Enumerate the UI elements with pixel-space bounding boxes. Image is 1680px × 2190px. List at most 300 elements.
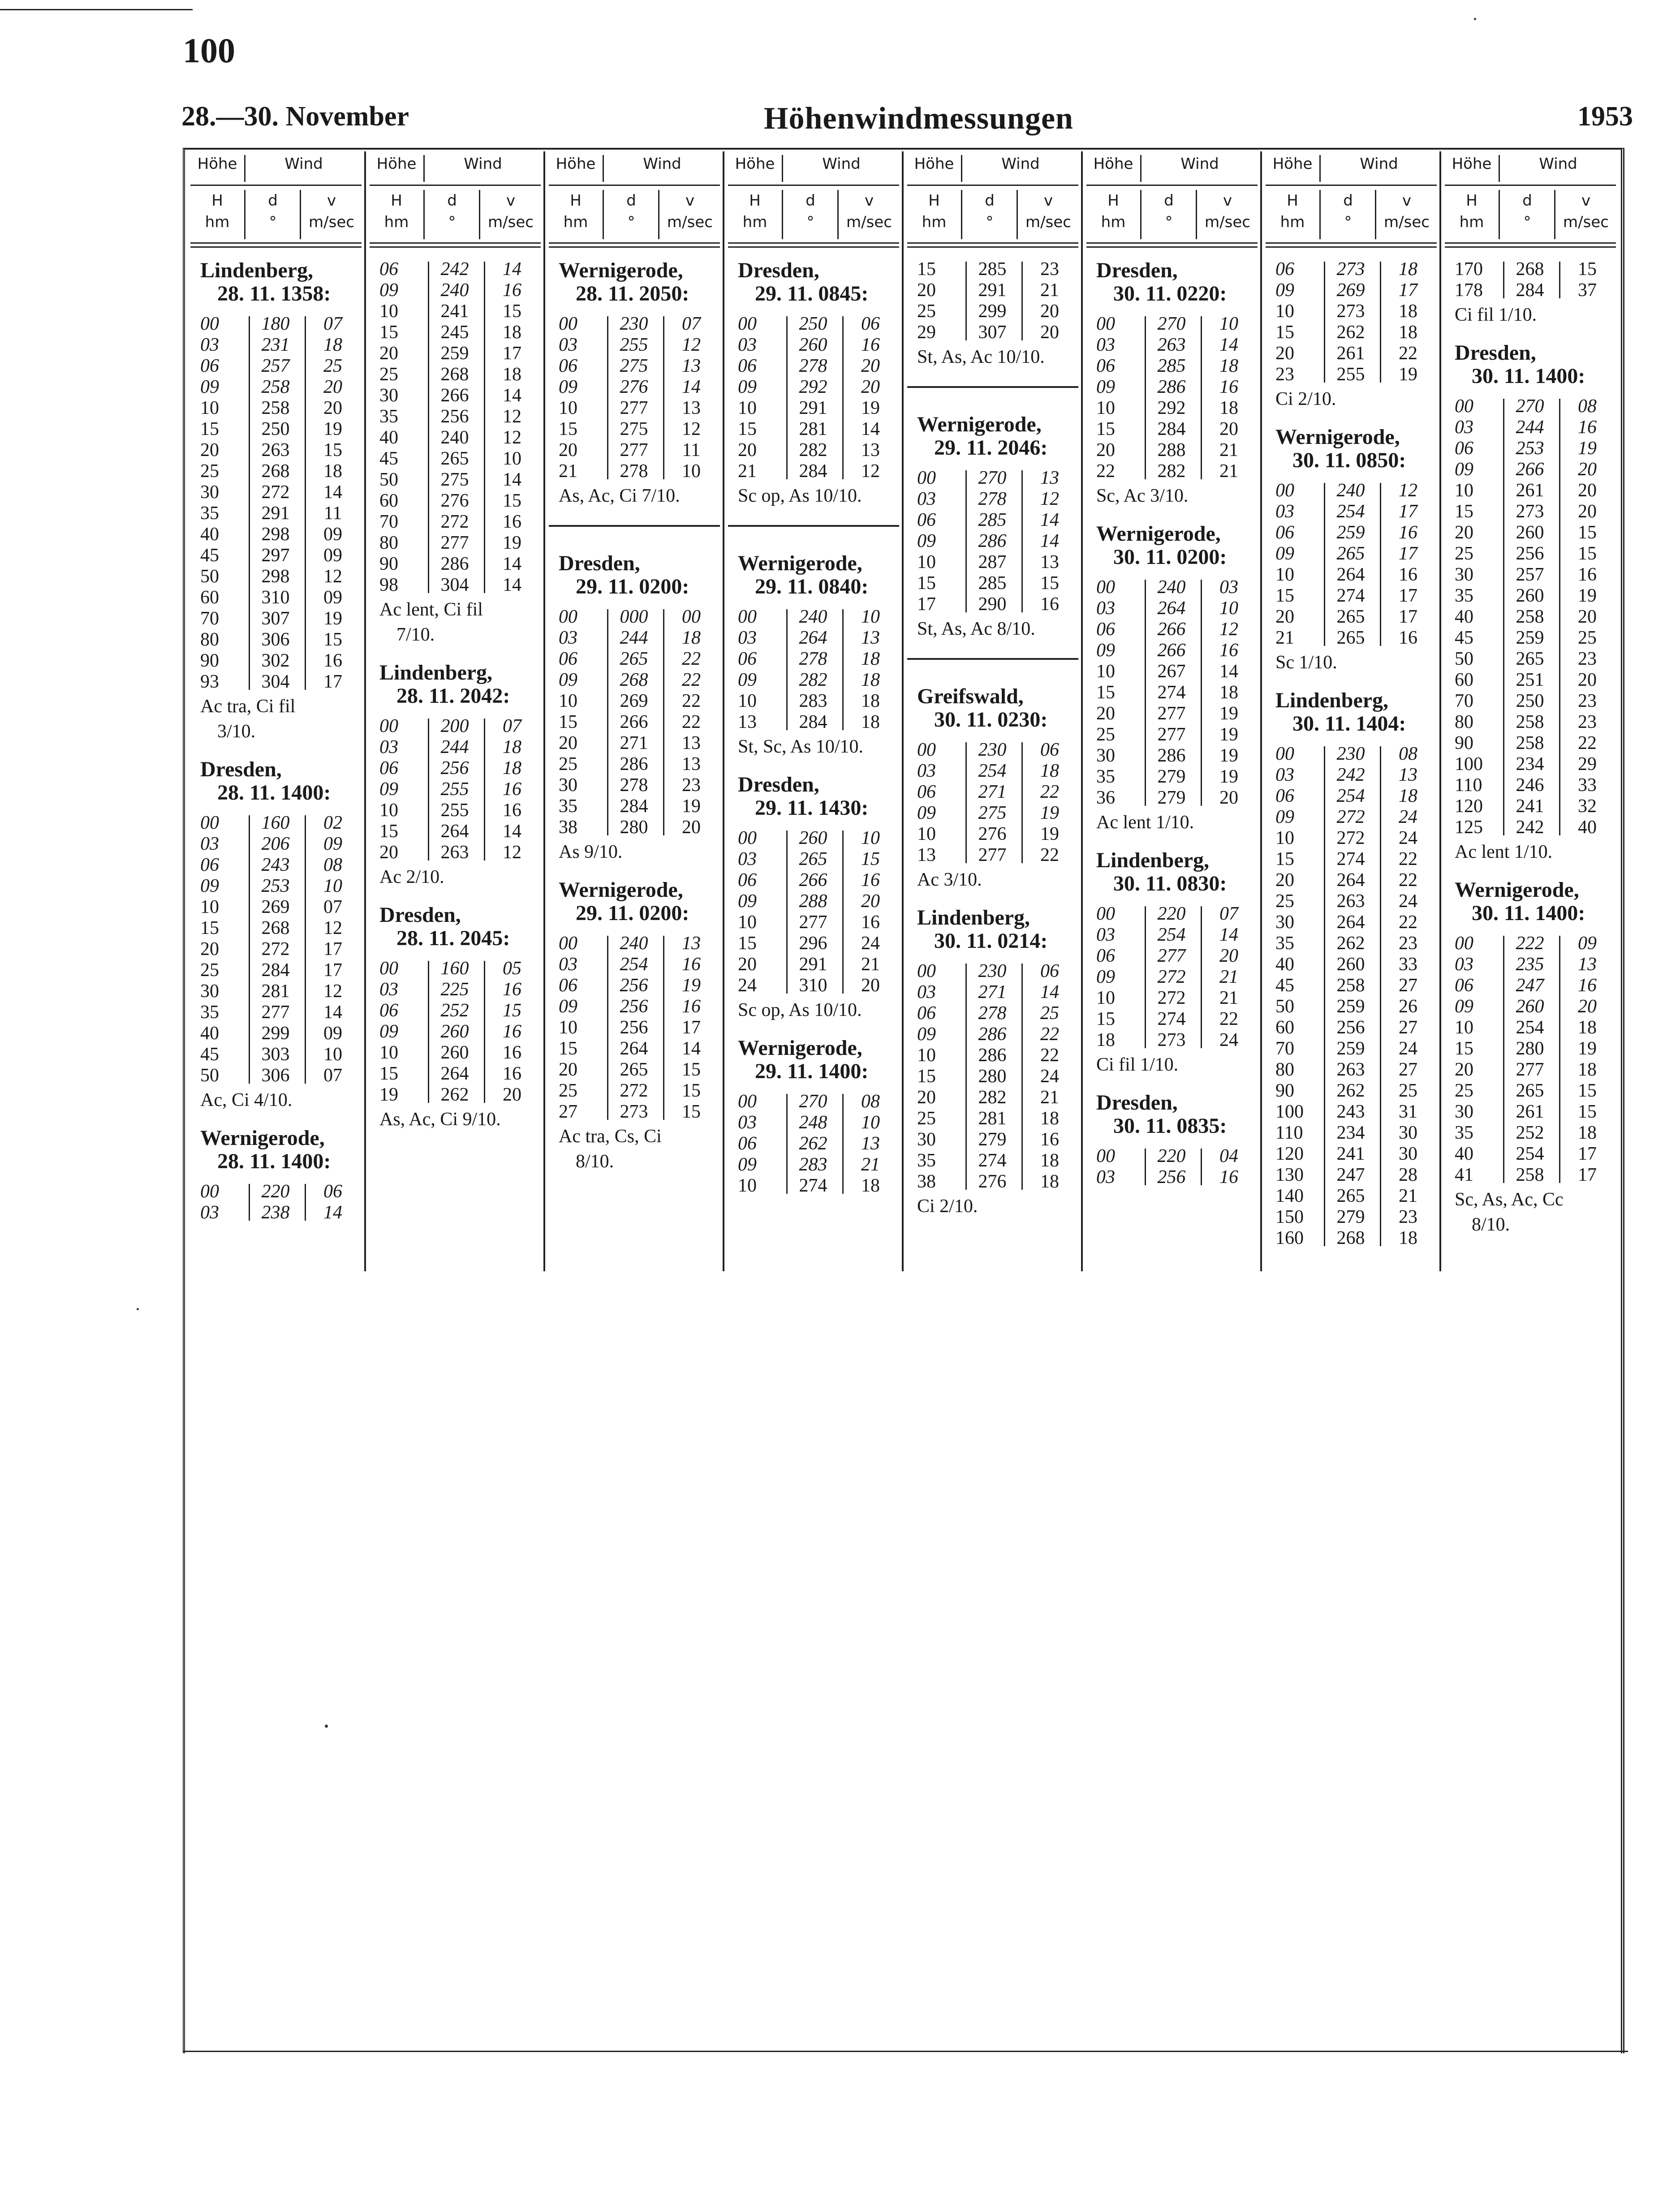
- direction-value: 268: [261, 918, 290, 938]
- height-value: 06: [917, 782, 936, 802]
- table-row: [1445, 1123, 1616, 1144]
- height-value: 80: [1455, 712, 1473, 732]
- speed-value: 14: [323, 1202, 342, 1223]
- direction-value: 285: [978, 510, 1007, 530]
- speed-value: 10: [1219, 314, 1238, 334]
- speed-value: 22: [1219, 1009, 1238, 1029]
- header-wind: Wind: [284, 155, 323, 173]
- height-value: 35: [917, 1150, 936, 1171]
- table-row: [190, 650, 362, 671]
- direction-value: 272: [620, 1080, 648, 1101]
- speed-value: 18: [1578, 1059, 1597, 1080]
- table-row: [1086, 1167, 1258, 1188]
- speed-value: 14: [323, 1002, 342, 1023]
- table-row: [728, 670, 899, 691]
- station-name: Dresden,: [1455, 341, 1536, 365]
- speed-value: 20: [1578, 501, 1597, 522]
- height-value: 100: [1275, 1101, 1304, 1122]
- speed-value: 15: [1578, 1080, 1597, 1101]
- direction-value: 258: [261, 377, 290, 397]
- direction-value: 270: [1157, 314, 1186, 334]
- table-row: [728, 691, 899, 712]
- table-row: [728, 1091, 899, 1112]
- direction-value: 277: [261, 1002, 290, 1023]
- table-row: [549, 1080, 720, 1101]
- direction-value: 258: [1516, 712, 1544, 732]
- table-row: [907, 782, 1078, 803]
- height-value: 120: [1275, 1144, 1304, 1164]
- speed-value: 27: [1399, 975, 1417, 996]
- table-row: [1266, 870, 1437, 891]
- speed-value: 10: [861, 828, 880, 848]
- height-value: 15: [379, 821, 398, 842]
- speed-value: 10: [861, 607, 880, 627]
- column-3: [549, 151, 720, 1271]
- height-value: 15: [1096, 419, 1115, 439]
- header-h-hm: [1445, 190, 1500, 239]
- direction-value: 254: [1336, 501, 1365, 522]
- direction-value: 273: [1336, 301, 1365, 322]
- height-value: 03: [1096, 335, 1115, 355]
- direction-value: 279: [1336, 1207, 1365, 1227]
- table-row: [1445, 259, 1616, 280]
- header-wind: Wind: [1001, 155, 1040, 173]
- height-value: 30: [559, 775, 577, 796]
- sounding-block: [1266, 426, 1437, 674]
- height-value: 20: [559, 440, 577, 460]
- table-row: [190, 876, 362, 897]
- speed-value: 17: [1399, 280, 1417, 301]
- height-value: 30: [200, 482, 219, 503]
- height-value: 50: [379, 469, 398, 490]
- direction-value: 276: [440, 490, 469, 511]
- direction-value: 260: [1516, 996, 1544, 1017]
- table-row: [728, 954, 899, 975]
- sounding-block: [728, 259, 899, 527]
- direction-value: 241: [440, 301, 469, 322]
- direction-value: 278: [799, 356, 827, 376]
- height-value: 35: [1455, 1123, 1473, 1143]
- speed-value: 02: [323, 813, 342, 833]
- sounding-time: 30. 11. 1400:: [1472, 364, 1585, 388]
- direction-value: 278: [978, 1003, 1007, 1024]
- speed-value: 22: [1040, 1024, 1059, 1045]
- direction-value: 278: [978, 489, 1007, 509]
- header-h: H: [928, 192, 940, 210]
- speed-value: 23: [1399, 1207, 1417, 1227]
- direction-value: 265: [799, 849, 827, 869]
- column-6: [1086, 151, 1258, 1271]
- header-v: v: [864, 192, 874, 210]
- speed-value: 24: [1219, 1030, 1238, 1050]
- table-row: [549, 691, 720, 712]
- table-row: [549, 975, 720, 996]
- height-value: 29: [917, 322, 936, 343]
- height-value: 30: [917, 1129, 936, 1150]
- table-row: [1445, 670, 1616, 691]
- direction-value: 265: [620, 649, 648, 669]
- speed-value: 10: [323, 1044, 342, 1065]
- header-deg: °: [986, 213, 994, 231]
- header-hm: hm: [384, 213, 409, 231]
- header-wind: Wind: [1180, 155, 1219, 173]
- table-row: [907, 468, 1078, 489]
- table-row: [1266, 954, 1437, 975]
- direction-value: 276: [978, 1171, 1007, 1192]
- table-row: [1445, 1059, 1616, 1080]
- speed-value: 22: [1399, 849, 1417, 869]
- speed-value: 14: [503, 575, 521, 595]
- header-v-msec: [1018, 190, 1078, 239]
- header-d-deg: [425, 190, 480, 239]
- speed-value: 12: [682, 335, 701, 355]
- table-row: [1266, 585, 1437, 607]
- height-value: 10: [1275, 564, 1294, 585]
- speed-value: 09: [323, 545, 342, 566]
- direction-value: 284: [799, 712, 827, 732]
- direction-value: 272: [261, 939, 290, 959]
- table-row: [1266, 828, 1437, 849]
- table-row: [549, 1059, 720, 1080]
- height-value: 15: [1275, 849, 1294, 869]
- header-h: H: [1466, 192, 1478, 210]
- cloud-note: Ac tra, Cs, Ci: [559, 1126, 662, 1147]
- sounding-block: [907, 906, 1078, 1218]
- height-value: 10: [559, 691, 577, 711]
- speed-value: 24: [1399, 891, 1417, 912]
- speed-value: 18: [1399, 301, 1417, 322]
- direction-value: 277: [1516, 1059, 1544, 1080]
- speed-value: 13: [682, 398, 701, 418]
- table-row: [190, 671, 362, 693]
- height-value: 10: [200, 398, 219, 418]
- direction-value: 259: [1336, 522, 1365, 543]
- wind-rows: [370, 259, 541, 596]
- table-row: [1445, 1080, 1616, 1101]
- header-hoehe: Höhe: [370, 155, 425, 182]
- direction-value: 263: [1336, 891, 1365, 912]
- height-value: 03: [1096, 925, 1115, 945]
- table-row: [370, 800, 541, 821]
- table-row: [728, 335, 899, 356]
- direction-value: 282: [799, 670, 827, 690]
- direction-value: 258: [1516, 607, 1544, 627]
- table-row: [1086, 377, 1258, 398]
- wind-rows: [1086, 904, 1258, 1051]
- cloud-note: Sc, As, Ac, Cc: [1455, 1189, 1564, 1210]
- direction-value: 284: [1516, 280, 1544, 301]
- direction-value: 246: [1516, 775, 1544, 796]
- speed-value: 14: [503, 385, 521, 406]
- direction-value: 266: [799, 870, 827, 891]
- table-row: [549, 670, 720, 691]
- direction-value: 272: [1157, 967, 1186, 987]
- wind-rows: [1445, 259, 1616, 301]
- speed-value: 12: [1040, 489, 1059, 509]
- header-rule: [1266, 185, 1437, 186]
- cloud-note: Sc op, As 10/10.: [738, 486, 862, 506]
- height-value: 25: [379, 364, 398, 385]
- speed-value: 20: [1219, 419, 1238, 439]
- direction-value: 263: [261, 440, 290, 460]
- speed-value: 20: [1578, 996, 1597, 1017]
- header-hm: hm: [1280, 213, 1305, 231]
- column-separator: [1081, 151, 1083, 1271]
- direction-value: 240: [799, 607, 827, 627]
- direction-value: 255: [1336, 364, 1365, 385]
- header-v-msec: [302, 190, 362, 239]
- cloud-note: Ac, Ci 4/10.: [200, 1090, 293, 1110]
- direction-value: 269: [1336, 280, 1365, 301]
- direction-value: 240: [440, 280, 469, 301]
- direction-value: 200: [440, 716, 469, 736]
- table-row: [1266, 1038, 1437, 1059]
- direction-value: 263: [440, 842, 469, 863]
- table-row: [1266, 1228, 1437, 1249]
- cloud-note: As 9/10.: [559, 842, 623, 862]
- header-double-rule: [190, 242, 362, 248]
- table-row: [728, 356, 899, 377]
- table-row: [1445, 459, 1616, 480]
- sounding-block: [1445, 878, 1616, 1236]
- table-row: [190, 377, 362, 398]
- station-name: Wernigerode,: [1455, 878, 1579, 902]
- header-deg: °: [627, 213, 635, 231]
- table-row: [370, 1000, 541, 1021]
- speed-value: 06: [1040, 961, 1059, 981]
- height-value: 21: [1275, 628, 1294, 648]
- speed-value: 09: [323, 524, 342, 545]
- direction-value: 288: [799, 891, 827, 912]
- table-row: [907, 1171, 1078, 1192]
- height-value: 25: [917, 1108, 936, 1129]
- speed-value: 20: [1578, 459, 1597, 480]
- page-number: 100: [183, 31, 235, 70]
- speed-value: 22: [1040, 1045, 1059, 1066]
- height-value: 90: [200, 650, 219, 671]
- table-row: [1266, 522, 1437, 543]
- speed-value: 13: [682, 356, 701, 376]
- speed-value: 15: [1578, 543, 1597, 564]
- table-row: [1445, 1017, 1616, 1038]
- header-h-hm: [370, 190, 425, 239]
- column-header: [728, 151, 899, 241]
- speed-value: 40: [1578, 817, 1597, 838]
- speed-value: 25: [1399, 1080, 1417, 1101]
- table-row: [1266, 1059, 1437, 1080]
- speed-value: 08: [1578, 396, 1597, 417]
- direction-value: 286: [978, 1045, 1007, 1066]
- table-row: [549, 356, 720, 377]
- header-h-hm: [1266, 190, 1321, 239]
- cloud-note: Ac lent 1/10.: [1455, 842, 1553, 862]
- table-row: [728, 1112, 899, 1133]
- direction-value: 266: [1516, 459, 1544, 480]
- height-value: 80: [200, 629, 219, 650]
- table-row: [190, 939, 362, 960]
- direction-value: 291: [978, 280, 1007, 301]
- table-row: [370, 322, 541, 343]
- height-value: 38: [559, 817, 577, 838]
- direction-value: 283: [799, 691, 827, 711]
- table-row: [1445, 975, 1616, 996]
- station-name: Wernigerode,: [738, 551, 862, 575]
- height-value: 06: [917, 1003, 936, 1024]
- header-h: H: [1287, 192, 1298, 210]
- direction-value: 261: [1516, 480, 1544, 501]
- table-row: [549, 649, 720, 670]
- direction-value: 247: [1336, 1165, 1365, 1185]
- sounding-block: [370, 259, 541, 646]
- direction-value: 262: [440, 1084, 469, 1105]
- speed-value: 23: [1578, 649, 1597, 669]
- speed-value: 26: [1399, 996, 1417, 1017]
- table-row: [370, 716, 541, 737]
- speed-value: 20: [861, 975, 880, 996]
- column-1: [190, 151, 362, 1271]
- header-h: H: [211, 192, 223, 210]
- direction-value: 242: [440, 259, 469, 280]
- height-value: 09: [917, 1024, 936, 1045]
- height-value: 120: [1455, 796, 1483, 817]
- speed-value: 16: [861, 912, 880, 933]
- header-wind: Wind: [643, 155, 681, 173]
- header-msec: m/sec: [1205, 213, 1250, 231]
- table-row: [1266, 891, 1437, 912]
- height-value: 20: [738, 954, 757, 975]
- height-value: 35: [200, 1002, 219, 1023]
- speed-value: 15: [323, 440, 342, 460]
- direction-value: 274: [1336, 585, 1365, 606]
- column-header: [1445, 151, 1616, 241]
- cloud-note: Sc, Ac 3/10.: [1096, 486, 1189, 506]
- direction-value: 278: [620, 775, 648, 796]
- station-name: Dresden,: [738, 773, 819, 796]
- direction-value: 206: [261, 834, 290, 854]
- sounding-block: [190, 1127, 362, 1223]
- header-double-rule: [1266, 242, 1437, 248]
- speed-value: 12: [323, 918, 342, 938]
- speed-value: 29: [1578, 754, 1597, 774]
- height-value: 06: [559, 649, 577, 669]
- direction-value: 297: [261, 545, 290, 566]
- speed-value: 25: [323, 356, 342, 376]
- height-value: 21: [559, 461, 577, 482]
- height-value: 03: [559, 335, 577, 355]
- direction-value: 275: [620, 419, 648, 439]
- table-row: [549, 335, 720, 356]
- speed-value: 12: [682, 419, 701, 439]
- speed-value: 21: [861, 1154, 880, 1175]
- direction-value: 180: [261, 314, 290, 334]
- height-value: 98: [379, 575, 398, 595]
- column-body: [728, 259, 899, 1212]
- header-deg: °: [806, 213, 814, 231]
- speed-value: 21: [1219, 461, 1238, 482]
- speed-value: 19: [323, 608, 342, 629]
- table-row: [190, 587, 362, 608]
- height-value: 00: [917, 468, 936, 488]
- height-value: 00: [200, 1181, 219, 1202]
- speed-value: 22: [682, 712, 701, 732]
- table-row: [190, 356, 362, 377]
- height-value: 15: [1275, 585, 1294, 606]
- cloud-note-cont: 8/10.: [1472, 1214, 1510, 1235]
- height-value: 10: [917, 1045, 936, 1066]
- height-value: 10: [738, 398, 757, 418]
- direction-value: 257: [261, 356, 290, 376]
- speed-value: 18: [861, 691, 880, 711]
- table-row: [190, 524, 362, 545]
- speed-value: 37: [1578, 280, 1597, 301]
- direction-value: 230: [1336, 744, 1365, 764]
- direction-value: 280: [1516, 1038, 1544, 1059]
- speed-value: 18: [682, 628, 701, 648]
- header-v: v: [685, 192, 695, 210]
- table-row: [190, 1065, 362, 1086]
- table-row: [549, 754, 720, 775]
- speed-value: 14: [503, 259, 521, 280]
- direction-value: 272: [261, 482, 290, 503]
- direction-value: 220: [1157, 904, 1186, 924]
- table-row: [370, 779, 541, 800]
- height-value: 15: [200, 419, 219, 439]
- speed-value: 22: [1040, 845, 1059, 865]
- table-row: [1086, 661, 1258, 682]
- direction-value: 291: [261, 503, 290, 524]
- direction-value: 160: [261, 813, 290, 833]
- height-value: 03: [559, 954, 577, 975]
- height-value: 09: [738, 891, 757, 912]
- speed-value: 08: [861, 1091, 880, 1112]
- column-body: [1086, 259, 1258, 1203]
- speed-value: 17: [323, 939, 342, 959]
- speed-value: 15: [323, 629, 342, 650]
- speed-value: 19: [1578, 1038, 1597, 1059]
- speed-value: 18: [1578, 1017, 1597, 1038]
- table-row: [1086, 577, 1258, 598]
- height-value: 06: [559, 356, 577, 376]
- wind-rows: [1445, 396, 1616, 838]
- direction-value: 261: [1516, 1101, 1544, 1122]
- table-row: [549, 440, 720, 461]
- direction-value: 241: [1516, 796, 1544, 817]
- height-value: 15: [559, 712, 577, 732]
- height-value: 10: [379, 800, 398, 821]
- sounding-block: [190, 259, 362, 743]
- direction-value: 282: [1157, 461, 1186, 482]
- direction-value: 252: [440, 1000, 469, 1021]
- direction-value: 264: [620, 1038, 648, 1059]
- direction-value: 257: [1516, 564, 1544, 585]
- table-row: [549, 775, 720, 796]
- direction-value: 277: [978, 845, 1007, 865]
- speed-value: 09: [323, 1023, 342, 1044]
- table-row: [549, 733, 720, 754]
- cloud-note: Ac tra, Ci fil: [200, 696, 296, 717]
- direction-value: 265: [1336, 628, 1365, 648]
- direction-value: 267: [1157, 661, 1186, 682]
- speed-value: 14: [1040, 531, 1059, 551]
- header-wind: Wind: [1539, 155, 1577, 173]
- speed-value: 16: [503, 1042, 521, 1063]
- height-value: 06: [738, 870, 757, 891]
- height-value: 03: [917, 982, 936, 1002]
- wind-rows: [907, 259, 1078, 343]
- table-row: [370, 533, 541, 554]
- speed-value: 10: [1219, 598, 1238, 619]
- direction-value: 262: [799, 1133, 827, 1154]
